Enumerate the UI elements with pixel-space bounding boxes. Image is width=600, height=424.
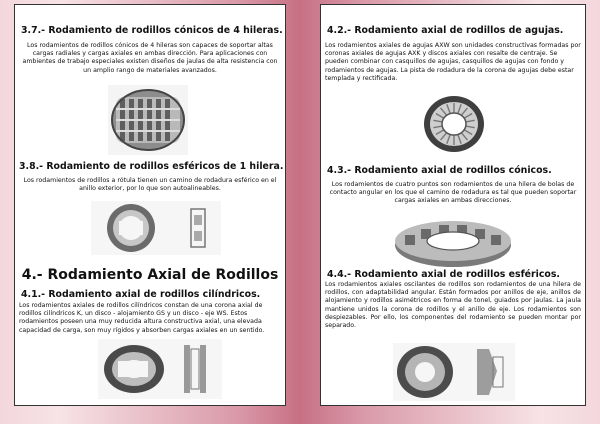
section-4-4-heading: 4.4.- Rodamiento axial de rodillos esféricos. bbox=[327, 269, 560, 280]
section-4-2-heading: 4.2.- Rodamiento axial de rodillos de agujas. bbox=[327, 25, 564, 36]
section-4-4 bbox=[321, 269, 585, 330]
section-4-heading: 4.- Rodamiento Axial de Rodillos bbox=[21, 267, 279, 283]
left-page-reflection bbox=[15, 387, 285, 405]
section-4-3 bbox=[321, 165, 585, 206]
section-4-1-heading: 4.1.- Rodamiento axial de rodillos cilíndricos. bbox=[21, 289, 261, 300]
section-4-1-body: Los rodamientos axiales de rodillos cilíndricos constan de una corona axial de rodillos cilíndricos K, un disco - alojamiento GS y un disco - eje WS. Estos rodamientos poseen una muy reducida altura constructiva axial, una elevada capacidad de carga, son muy rígidos y absorben cargas axiales en un sentido. bbox=[19, 302, 265, 334]
section-4-4-body: Los rodamientos axiales oscilantes de rodillos son rodamientos de una hilera de rodillos, con adaptabilidad angular. Están formados por anillos de eje, anillos de alojamiento y rodillos asimétricos en forma de tonel, guiados por jaulas. La jaula mantiene unidos la corona de rodillos y el anillo de eje. Los rodamientos son despiezables. Por ello, los componentes del rodamiento se pueden montar por separado. bbox=[325, 281, 581, 330]
section-3-8-body: Los rodamientos de rodillos a rótula tienen un camino de rodadura esférico en el anillo exterior, por lo que son autoalineables. bbox=[23, 177, 277, 193]
section-4-3-heading: 4.3.- Rodamiento axial de rodillos cónicos. bbox=[327, 165, 552, 176]
right-page bbox=[320, 4, 586, 406]
left-page bbox=[14, 4, 286, 406]
section-3-7-heading: 3.7.- Rodamiento de rodillos cónicos de 4 hileras. bbox=[21, 25, 283, 36]
needle-roller-thrust-bearing-image bbox=[419, 93, 489, 155]
tapered-roller-thrust-bearing-image bbox=[391, 215, 515, 271]
section-4-2 bbox=[321, 25, 585, 83]
section-3-8 bbox=[15, 161, 285, 193]
section-4 bbox=[15, 267, 285, 283]
section-4-3-body: Los rodamientos de cuatro puntos son rodamientos de una hilera de bolas de contacto angular en los que el camino de rodadura es tal que pueden soportar cargas axiales en ambas direcciones. bbox=[329, 181, 577, 205]
section-3-7-body: Los rodamientos de rodillos cónicos de 4 hileras son capaces de soportar altas cargas radiales y cargas axiales en ambas dirección. Para aplicaciones con ambientes de trabajo especiales existen diseños de jaulas de alta resistencia con un amplio rango de materiales avanzados. bbox=[22, 42, 278, 74]
section-3-7 bbox=[15, 25, 285, 75]
section-3-8-heading: 3.8.- Rodamiento de rodillos esféricos de 1 hilera. bbox=[19, 161, 284, 172]
section-4-2-body: Los rodamientos axiales de agujas AXW son unidades constructivas formadas por coronas axiales de agujas AXK y discos axiales con resalte de centraje. Se pueden combinar con casquillos de agujas, casquillos de agujas con fondo y rodamientos de agujas. La pista de rodadura de la corona de agujas debe estar templada y rectificada. bbox=[325, 42, 581, 82]
four-row-tapered-roller-bearing-image bbox=[108, 85, 188, 155]
single-row-spherical-roller-bearing-image bbox=[91, 201, 221, 255]
section-4-1 bbox=[15, 289, 285, 335]
right-page-reflection bbox=[321, 387, 585, 405]
